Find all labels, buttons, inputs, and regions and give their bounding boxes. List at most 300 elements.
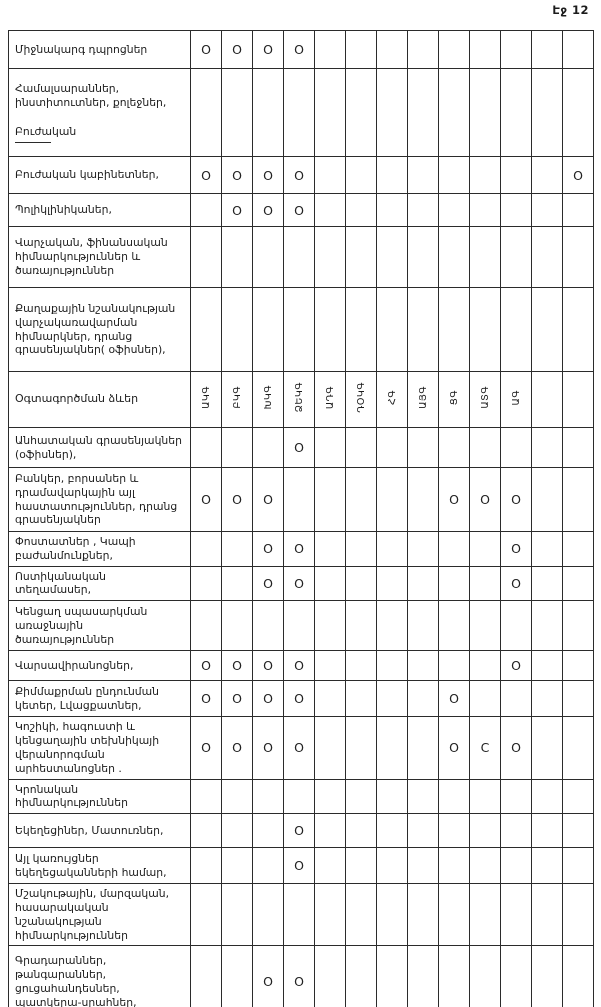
use-type-text: Կոշիկի, հագուստի և կենցաղային տեխնիկայի վերանորոգման արհեստանոցներ . [15, 720, 160, 775]
zone-mark-cell [315, 532, 346, 567]
zone-mark-cell [470, 814, 501, 848]
table-row [9, 288, 594, 372]
zone-mark-cell [532, 601, 563, 651]
zone-code-label: ԴՕԿԳ [355, 382, 367, 413]
zone-mark-cell [563, 946, 594, 1007]
zone-mark-cell [470, 651, 501, 681]
zone-mark-cell [284, 884, 315, 946]
table-row [9, 814, 594, 848]
zone-code-label: ԲԿԳ [231, 386, 243, 409]
zone-code-label: ՑԳ [448, 389, 460, 406]
zone-mark-cell: O [284, 31, 315, 69]
zone-mark-cell [532, 814, 563, 848]
table-row [9, 848, 594, 884]
zone-mark-cell [408, 428, 439, 468]
zone-mark-cell [315, 884, 346, 946]
table-row [9, 468, 594, 532]
zone-mark-cell [222, 946, 253, 1007]
use-type-label [9, 884, 191, 946]
zone-mark-cell [191, 428, 222, 468]
zone-mark-cell [408, 779, 439, 814]
zone-code-label: ՀԳ [386, 390, 398, 405]
zone-mark-cell: O [253, 946, 284, 1007]
zone-mark-cell [532, 468, 563, 532]
zone-mark-cell [470, 69, 501, 157]
zone-mark-cell [253, 227, 284, 288]
zone-mark-cell [470, 566, 501, 601]
zone-mark-cell: O [284, 717, 315, 779]
zone-mark-cell [222, 227, 253, 288]
zone-mark-cell [501, 681, 532, 717]
zone-mark-cell [532, 651, 563, 681]
zone-mark-cell [346, 532, 377, 567]
zone-mark-cell: O [284, 194, 315, 227]
zone-mark-cell [377, 946, 408, 1007]
zone-mark-cell [563, 227, 594, 288]
zone-mark-cell [470, 848, 501, 884]
use-type-text: Միջնակարգ դպրոցներ [15, 42, 148, 56]
zone-mark-cell [284, 227, 315, 288]
zone-mark-cell [408, 946, 439, 1007]
zone-mark-cell [222, 566, 253, 601]
zone-mark-cell [470, 428, 501, 468]
zone-mark-cell [377, 566, 408, 601]
zone-mark-cell [191, 194, 222, 227]
zone-mark-cell [439, 601, 470, 651]
zone-mark-cell [563, 717, 594, 779]
zone-mark-cell: O [470, 468, 501, 532]
table-row [9, 566, 594, 601]
zone-mark-cell: O [439, 717, 470, 779]
zone-mark-cell [346, 651, 377, 681]
zone-mark-cell [346, 428, 377, 468]
zone-mark-cell [222, 814, 253, 848]
zone-mark-cell [501, 428, 532, 468]
use-type-subtext: Բուժական [15, 125, 184, 143]
use-type-text: Բուժական կաբինետներ, [15, 168, 159, 182]
zone-mark-cell: O [284, 814, 315, 848]
zone-mark-cell [377, 601, 408, 651]
zone-mark-cell [253, 288, 284, 372]
zone-mark-cell: O [253, 194, 284, 227]
zone-mark-cell [315, 157, 346, 194]
use-type-text: Գրադարաններ, թանգարաններ, ցուցահանդեսներ, պատկերա-սրահներ, [15, 954, 137, 1007]
zone-mark-cell [315, 566, 346, 601]
zone-mark-cell [470, 946, 501, 1007]
use-type-label [9, 157, 191, 194]
zone-mark-cell: O [191, 651, 222, 681]
use-type-text: Մշակութային, մարզական, հասարակական նշանակության հիմնարկություններ [15, 887, 170, 942]
zone-mark-cell: O [222, 468, 253, 532]
zone-mark-cell [408, 227, 439, 288]
zone-mark-cell: O [253, 566, 284, 601]
zone-mark-cell [377, 681, 408, 717]
zone-mark-cell [439, 31, 470, 69]
zone-mark-cell: O [253, 717, 284, 779]
zone-code-label: ԱԴԳ [324, 385, 336, 410]
zone-mark-cell [439, 566, 470, 601]
zone-mark-cell [222, 428, 253, 468]
use-type-text: Համալսարաններ, ինստիտուտներ, քոլեջներ, [15, 81, 167, 109]
zone-mark-cell [315, 717, 346, 779]
zone-mark-cell [532, 717, 563, 779]
zone-mark-cell [408, 814, 439, 848]
zone-mark-cell [191, 946, 222, 1007]
zone-mark-cell [377, 884, 408, 946]
zone-mark-cell [346, 288, 377, 372]
zone-mark-cell [377, 717, 408, 779]
zone-mark-cell [222, 884, 253, 946]
zone-mark-cell [470, 288, 501, 372]
use-type-label [9, 779, 191, 814]
use-type-label [9, 69, 191, 157]
zone-mark-cell: O [284, 651, 315, 681]
zone-mark-cell [470, 194, 501, 227]
zone-mark-cell: O [284, 681, 315, 717]
zone-mark-cell: O [253, 157, 284, 194]
zone-mark-cell [439, 814, 470, 848]
zone-column-header [315, 372, 346, 428]
zone-code-label: ԱՅԳ [417, 386, 429, 409]
zone-mark-cell [377, 779, 408, 814]
zone-mark-cell [191, 601, 222, 651]
zone-mark-cell [439, 779, 470, 814]
use-type-text: Քաղաքային նշանակության վարչակառավարման հիմնարկներ, դրանց գրասենյակներ( օֆիսներ), [15, 301, 176, 357]
use-type-text: Պոլիկլինիկաներ, [15, 203, 112, 217]
zone-mark-cell: O [284, 946, 315, 1007]
zone-column-header [222, 372, 253, 428]
zone-mark-cell: O [501, 566, 532, 601]
zone-mark-cell: O [501, 717, 532, 779]
zone-mark-cell [315, 69, 346, 157]
zone-mark-cell [439, 946, 470, 1007]
zone-mark-cell [563, 681, 594, 717]
zone-column-header [532, 372, 563, 428]
use-type-text: Քիմմաքրման ընդունման կետեր, Լվացքատներ, [15, 684, 159, 712]
zone-mark-cell [563, 779, 594, 814]
zone-mark-cell [346, 566, 377, 601]
use-type-label [9, 848, 191, 884]
zone-mark-cell [470, 779, 501, 814]
zone-mark-cell [222, 288, 253, 372]
zone-mark-cell [191, 288, 222, 372]
zone-mark-cell [315, 194, 346, 227]
table-row [9, 651, 594, 681]
zone-mark-cell: O [222, 651, 253, 681]
zone-mark-cell [346, 848, 377, 884]
zone-mark-cell [408, 69, 439, 157]
zone-mark-cell: O [222, 194, 253, 227]
zone-mark-cell [470, 884, 501, 946]
zone-mark-cell [563, 288, 594, 372]
table-row [9, 31, 594, 69]
zone-mark-cell [470, 227, 501, 288]
zone-mark-cell [532, 194, 563, 227]
zone-mark-cell: O [253, 532, 284, 567]
zone-mark-cell [501, 69, 532, 157]
table-row [9, 428, 594, 468]
zone-mark-cell: O [253, 31, 284, 69]
zone-mark-cell [191, 69, 222, 157]
table-body [9, 31, 594, 1007]
use-type-text: Փոստատներ , Կապի բաժանմունքներ, [15, 535, 136, 562]
zone-mark-cell: O [253, 651, 284, 681]
table-row [9, 157, 594, 194]
zone-mark-cell [284, 601, 315, 651]
page-number: Էջ 12 [552, 3, 589, 17]
zone-mark-cell [346, 779, 377, 814]
zone-mark-cell [222, 779, 253, 814]
table-row [9, 717, 594, 779]
zone-mark-cell [532, 848, 563, 884]
zone-mark-cell [532, 566, 563, 601]
zone-mark-cell [346, 468, 377, 532]
zone-mark-cell [346, 884, 377, 946]
zone-mark-cell: O [284, 157, 315, 194]
zone-mark-cell: O [563, 157, 594, 194]
zone-mark-cell [563, 814, 594, 848]
zone-mark-cell [532, 157, 563, 194]
zone-mark-cell [501, 884, 532, 946]
zone-mark-cell [222, 532, 253, 567]
zone-mark-cell: O [253, 468, 284, 532]
use-type-label [9, 717, 191, 779]
zone-mark-cell: O [191, 717, 222, 779]
zone-mark-cell [377, 157, 408, 194]
zone-mark-cell [253, 848, 284, 884]
zone-column-header [563, 372, 594, 428]
zone-mark-cell [501, 814, 532, 848]
zone-mark-cell [253, 601, 284, 651]
zone-mark-cell [346, 227, 377, 288]
column-header-row [9, 372, 594, 428]
zone-mark-cell [346, 69, 377, 157]
zone-mark-cell [284, 468, 315, 532]
zone-mark-cell [377, 468, 408, 532]
zone-column-header [470, 372, 501, 428]
zone-mark-cell [253, 884, 284, 946]
zone-mark-cell [346, 717, 377, 779]
zone-mark-cell [501, 946, 532, 1007]
zone-mark-cell [439, 227, 470, 288]
zone-mark-cell [563, 31, 594, 69]
zone-mark-cell [501, 194, 532, 227]
zone-column-header [439, 372, 470, 428]
table-row [9, 227, 594, 288]
zone-mark-cell: O [284, 532, 315, 567]
table-row [9, 946, 594, 1007]
zone-mark-cell [315, 428, 346, 468]
zone-mark-cell [315, 814, 346, 848]
zone-mark-cell [470, 31, 501, 69]
zone-mark-cell [532, 31, 563, 69]
zone-mark-cell [315, 681, 346, 717]
zone-mark-cell [563, 532, 594, 567]
zone-mark-cell [408, 288, 439, 372]
zone-mark-cell [470, 601, 501, 651]
zone-mark-cell [346, 814, 377, 848]
zone-mark-cell [532, 946, 563, 1007]
zone-mark-cell [408, 884, 439, 946]
use-type-label [9, 946, 191, 1007]
zone-mark-cell [532, 227, 563, 288]
use-type-label [9, 31, 191, 69]
land-use-permission-table [8, 30, 594, 1007]
zone-mark-cell: O [284, 566, 315, 601]
zone-column-header [377, 372, 408, 428]
use-type-text: Այլ կառույցներ եկեղեցականների համար, [15, 851, 167, 879]
zone-mark-cell [532, 288, 563, 372]
zone-mark-cell [377, 814, 408, 848]
use-type-label [9, 468, 191, 532]
zone-mark-cell: O [191, 468, 222, 532]
zone-column-header [346, 372, 377, 428]
zone-mark-cell [563, 651, 594, 681]
zone-mark-cell [563, 884, 594, 946]
zone-mark-cell: O [222, 717, 253, 779]
zone-mark-cell [315, 779, 346, 814]
table-row [9, 601, 594, 651]
zone-mark-cell [408, 468, 439, 532]
zone-mark-cell [346, 681, 377, 717]
use-type-label [9, 681, 191, 717]
zone-mark-cell [222, 848, 253, 884]
zone-mark-cell: O [191, 157, 222, 194]
zone-mark-cell [408, 601, 439, 651]
zone-mark-cell: O [222, 681, 253, 717]
table-row [9, 69, 594, 157]
zone-mark-cell [501, 848, 532, 884]
zone-mark-cell [222, 601, 253, 651]
use-type-text: Օգտագործման ձևեր [15, 392, 139, 406]
zone-mark-cell: O [284, 848, 315, 884]
zone-mark-cell [439, 848, 470, 884]
zone-mark-cell [408, 31, 439, 69]
zone-mark-cell: O [222, 31, 253, 69]
zone-mark-cell: C [470, 717, 501, 779]
zone-mark-cell: O [501, 468, 532, 532]
zone-mark-cell [222, 69, 253, 157]
zone-mark-cell [408, 651, 439, 681]
table-row [9, 779, 594, 814]
zone-mark-cell [408, 848, 439, 884]
zone-mark-cell [346, 601, 377, 651]
use-type-label [9, 227, 191, 288]
zone-mark-cell [315, 227, 346, 288]
zone-mark-cell [315, 288, 346, 372]
zone-mark-cell [191, 779, 222, 814]
use-type-text: Վարչական, ֆինանսական հիմնարկություններ և ծառայություններ [15, 236, 168, 277]
zone-mark-cell [532, 69, 563, 157]
zone-mark-cell [377, 227, 408, 288]
zone-mark-cell [346, 946, 377, 1007]
zone-mark-cell [408, 194, 439, 227]
zone-mark-cell: O [191, 681, 222, 717]
use-type-label [9, 814, 191, 848]
zone-mark-cell [346, 194, 377, 227]
use-type-label [9, 194, 191, 227]
zone-mark-cell [408, 532, 439, 567]
use-type-text: Վարսավիրանոցներ, [15, 658, 134, 672]
table-row [9, 884, 594, 946]
zone-mark-cell [377, 651, 408, 681]
zone-mark-cell [532, 532, 563, 567]
table-row [9, 194, 594, 227]
zone-mark-cell [563, 848, 594, 884]
zone-mark-cell [253, 779, 284, 814]
use-type-text: Եկեղեցիներ, Մատուռներ, [15, 823, 164, 837]
zone-column-header [408, 372, 439, 428]
zone-mark-cell [284, 288, 315, 372]
zone-mark-cell: O [222, 157, 253, 194]
use-type-text: Բանկեր, բորսաներ և դրամավարկային այլ հաստատություններ, դրանց գրասենյակներ [15, 471, 178, 527]
zone-mark-cell [532, 884, 563, 946]
use-type-label [9, 532, 191, 567]
zone-mark-cell [563, 69, 594, 157]
zone-mark-cell [501, 157, 532, 194]
zone-column-header [253, 372, 284, 428]
zone-code-label: ԽԿԳ [262, 385, 274, 410]
zone-mark-cell [315, 946, 346, 1007]
zone-mark-cell [501, 779, 532, 814]
zone-mark-cell [253, 814, 284, 848]
zone-mark-cell [315, 601, 346, 651]
zone-mark-cell: O [284, 428, 315, 468]
zone-mark-cell: O [501, 651, 532, 681]
zone-mark-cell [377, 848, 408, 884]
use-type-label [9, 601, 191, 651]
uses-header-label [9, 372, 191, 428]
zone-mark-cell [346, 157, 377, 194]
zone-mark-cell [470, 681, 501, 717]
zone-mark-cell [439, 884, 470, 946]
zone-mark-cell [439, 194, 470, 227]
zone-mark-cell: O [439, 681, 470, 717]
zone-mark-cell: O [253, 681, 284, 717]
zone-mark-cell [315, 468, 346, 532]
table-row [9, 532, 594, 567]
zone-mark-cell [439, 651, 470, 681]
zone-mark-cell [532, 779, 563, 814]
zone-mark-cell [563, 566, 594, 601]
zone-mark-cell [315, 651, 346, 681]
zone-mark-cell [284, 779, 315, 814]
use-type-label [9, 288, 191, 372]
zone-mark-cell [315, 31, 346, 69]
use-type-text: Կրոնական հիմնարկություններ [15, 782, 128, 810]
zone-mark-cell: O [191, 31, 222, 69]
zone-mark-cell [191, 884, 222, 946]
zone-mark-cell: O [439, 468, 470, 532]
use-type-label [9, 428, 191, 468]
zone-mark-cell [563, 601, 594, 651]
zone-code-label: ԱԿԳ [200, 386, 212, 409]
zone-mark-cell [563, 194, 594, 227]
zone-mark-cell [191, 814, 222, 848]
zone-code-label: ԱԳ [510, 389, 522, 406]
zone-mark-cell [439, 532, 470, 567]
zone-mark-cell [377, 288, 408, 372]
zone-mark-cell [408, 566, 439, 601]
zone-mark-cell [191, 532, 222, 567]
use-type-label [9, 566, 191, 601]
zone-column-header [284, 372, 315, 428]
use-type-text: Կենցաղ սպասարկման առաջնային ծառայություններ [15, 605, 148, 646]
zone-code-label: ԱՏԳ [479, 386, 491, 409]
zone-column-header [191, 372, 222, 428]
zone-mark-cell [501, 31, 532, 69]
zone-mark-cell [191, 227, 222, 288]
